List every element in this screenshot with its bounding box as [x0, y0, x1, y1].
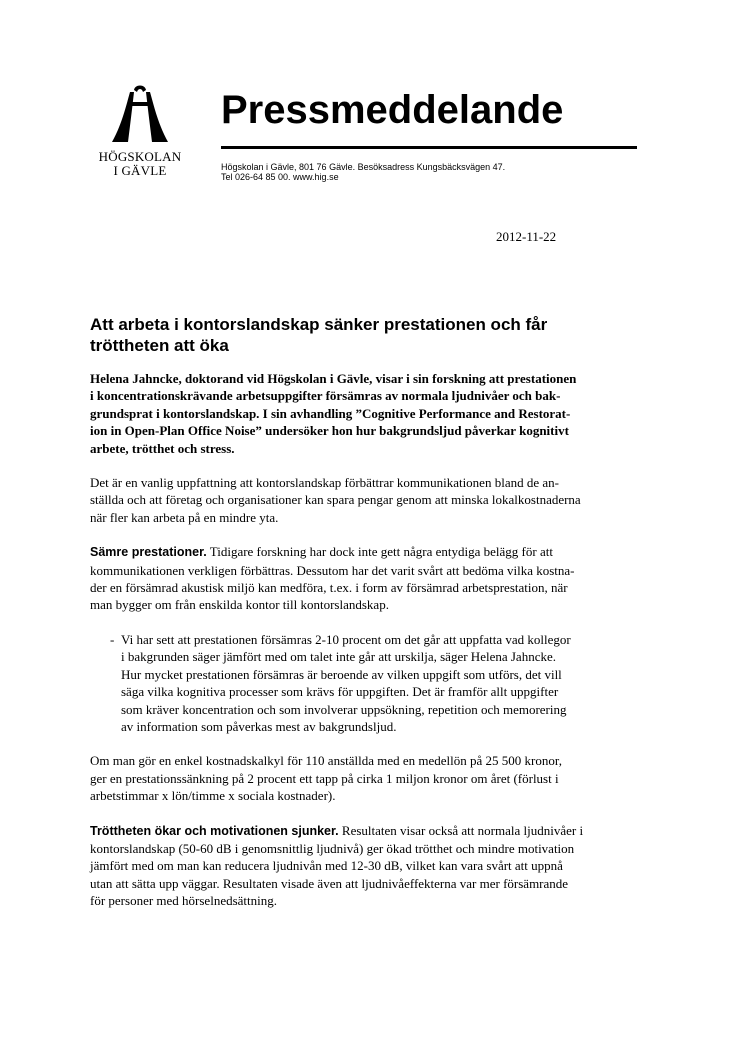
text-line: i koncentrationskrävande arbetsuppgifter försämras av normala ljudnivåer och bak- — [90, 388, 561, 404]
text-line: ställda och att företag och organisationer kan spara pengar genom att minska lokalkostnaderna — [90, 492, 581, 508]
text-line: Vi har sett att prestationen försämras 2-10 procent om det går att uppfatta vad kollegor — [121, 631, 571, 647]
text-line: Resultaten visar också att normala ljudnivåer i — [338, 822, 584, 838]
logo-line-1: HÖGSKOLAN — [98, 149, 182, 164]
list-dash: - — [110, 631, 115, 647]
section-heading: Sämre prestationer. — [90, 545, 207, 560]
university-logo — [88, 84, 192, 184]
text-line: man bygger om från enskilda kontor till kontorslandskap. — [90, 597, 389, 613]
text-line: kontorslandskap (50-60 dB i genomsnittlig ljudnivå) ger ökad trötthet och mindre motivation — [90, 840, 575, 856]
quote-block — [90, 631, 650, 735]
text-line: jämfört med om man kan reducera ljudnivån med 12-30 dB, vilket kan vara svårt att uppnå — [90, 858, 563, 874]
contact-line: Tel 026-64 85 00. www.hig.se — [221, 172, 339, 182]
text-line: Tidigare forskning har dock inte gett några entydiga belägg för att — [206, 544, 553, 560]
address-line: Högskolan i Gävle, 801 76 Gävle. Besöksadress Kungsbäcksvägen 47. — [221, 162, 506, 172]
page-title: Pressmeddelande — [221, 88, 564, 132]
text-line: kommunikationen verkligen förbättras. Dessutom har det varit svårt att bedöma vilka kostna- — [90, 562, 575, 578]
paragraph-2 — [90, 543, 650, 614]
lead-paragraph — [90, 370, 650, 457]
text-line: för personer med hörselnedsättning. — [90, 893, 278, 909]
section-heading: Tröttheten ökar och motivationen sjunker. — [90, 823, 339, 838]
text-line: Det är en vanlig uppfattning att kontorslandskap förbättrar kommunikationen bland de an- — [90, 475, 559, 491]
text-line: Om man gör en enkel kostnadskalkyl för 110 anställda med en medellön på 25 500 kronor, — [90, 753, 562, 769]
article-headline — [90, 314, 650, 356]
paragraph-4 — [90, 822, 650, 910]
text-line: ger en prestationssänkning på 2 procent ett tapp på cirka 1 miljon kronor om året (förlust i — [90, 770, 559, 786]
logo-line-2: I GÄVLE — [113, 163, 167, 178]
text-line: som kräver koncentration och som involverar uppsökning, repetition och memorering — [121, 701, 567, 717]
text-line: säga vilka kognitiva processer som krävs för uppgiften. Det är framför allt uppgifter — [121, 684, 559, 700]
headline-line: tröttheten att öka — [90, 336, 229, 355]
text-line: arbetstimmar x lön/timme x sociala kostnader). — [90, 788, 336, 804]
text-line: grundsprat i kontorslandskap. I sin avhandling ”Cognitive Performance and Restorat- — [90, 405, 571, 421]
text-line: i bakgrunden säger jämfört med om talet inte går att urskilja, säger Helena Jahncke. — [121, 649, 556, 665]
paragraph-3 — [90, 752, 650, 804]
release-date: 2012-11-22 — [496, 229, 557, 244]
text-line: ion in Open-Plan Office Noise” undersöker hon hur bakgrundsljud påverkar kognitivt — [90, 423, 569, 439]
text-line: utan att sätta upp väggar. Resultaten visade även att ljudnivåeffekterna var mer försämrande — [90, 875, 569, 891]
article-body — [90, 314, 650, 927]
headline-line: Att arbeta i kontorslandskap sänker prestationen och får — [90, 315, 548, 334]
text-line: Hur mycket prestationen försämras är beroende av vilken uppgift som utförs, det vill — [121, 666, 562, 682]
text-line: arbete, trötthet och stress. — [90, 440, 235, 456]
address-block — [221, 162, 505, 182]
text-line: der en försämrad akustisk miljö kan medföra, t.ex. i form av försämrad arbetsprestation, när — [90, 580, 568, 596]
text-line: av information som påverkas mest av bakgrundsljud. — [121, 718, 397, 734]
text-line: när fler kan arbeta på en mindre yta. — [90, 509, 279, 525]
logo-text — [88, 150, 192, 178]
text-line: Helena Jahncke, doktorand vid Högskolan i Gävle, visar i sin forskning att prestationen — [90, 371, 577, 386]
paragraph-1 — [90, 474, 650, 526]
logo-emblem-icon — [108, 84, 172, 146]
header-divider — [221, 146, 637, 149]
